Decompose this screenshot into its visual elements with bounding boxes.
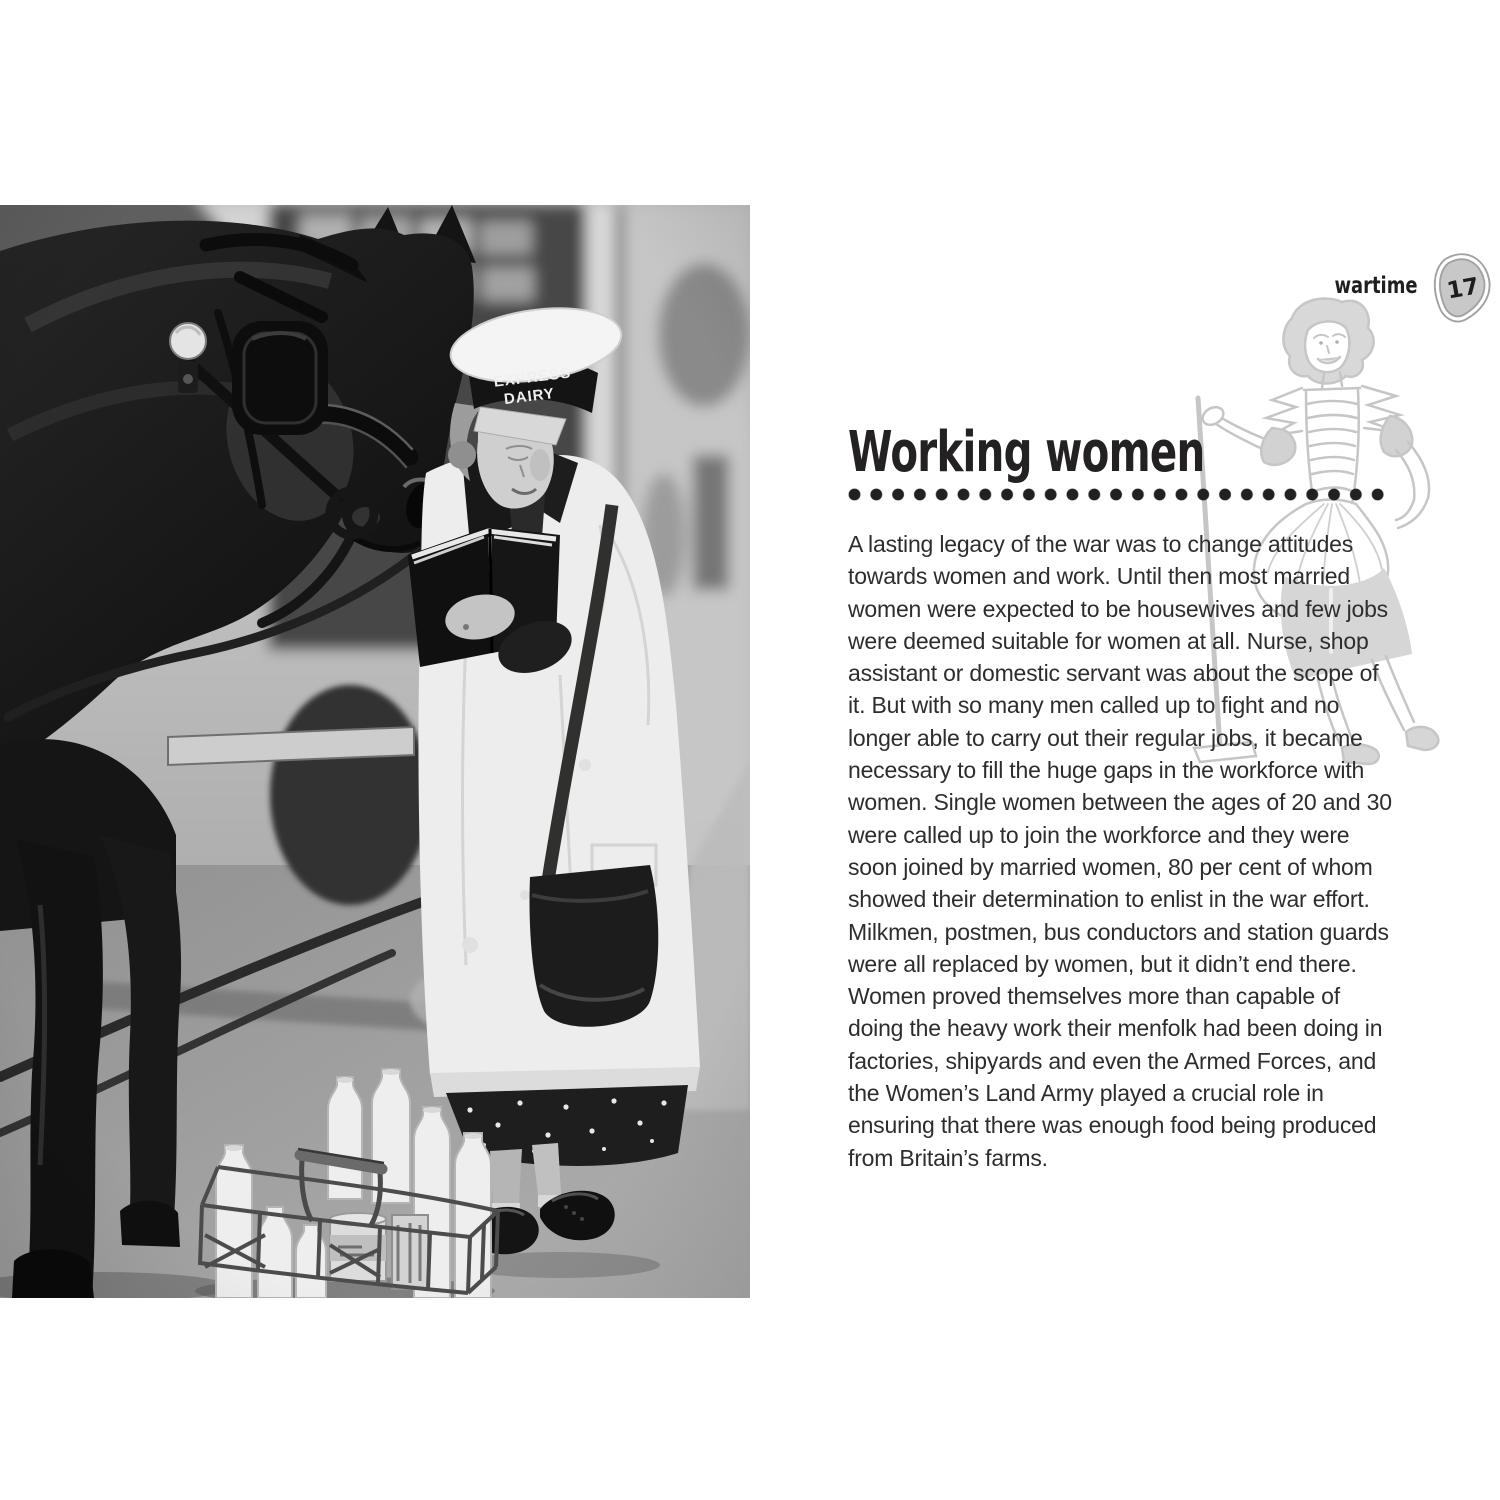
dotted-divider: [848, 488, 1393, 501]
page-number-badge: [1432, 248, 1492, 324]
milkwoman-photograph: [0, 205, 750, 1298]
article-body: A lasting legacy of the war was to change attitudes towards women and work. Until then most married women were expected to be housewives and few jobs were deemed suitable for women at all. Nurse, shop assistant or domestic servant was about the scope of it. But with so many men called up to fight and no longer able to carry out their regular jobs, it became necessary to fill the huge gaps in the workforce with women. Single women between the ages of 20 and 30 were called up to join the workforce and they were soon joined by married women, 80 per cent of whom showed their determination to enlist in the war effort. Milkmen, postmen, bus conductors and station guards were all replaced by women, but it didn’t end there. Women proved themselves more than capable of doing the heavy work their menfolk had been doing in factories, shipyards and even the Armed Forces, and the Women’s Land Army played a crucial role in ensuring that there was enough food being produced from Britain’s farms.: [848, 531, 1392, 1171]
article: [848, 420, 1396, 1174]
photo-illustration: [0, 205, 750, 1298]
photo-vignette: [0, 205, 750, 1298]
article-title: Working women: [848, 420, 1205, 485]
page-number: 17: [1444, 273, 1482, 305]
page-header: [1100, 248, 1492, 324]
section-label: wartime: [1334, 273, 1418, 299]
